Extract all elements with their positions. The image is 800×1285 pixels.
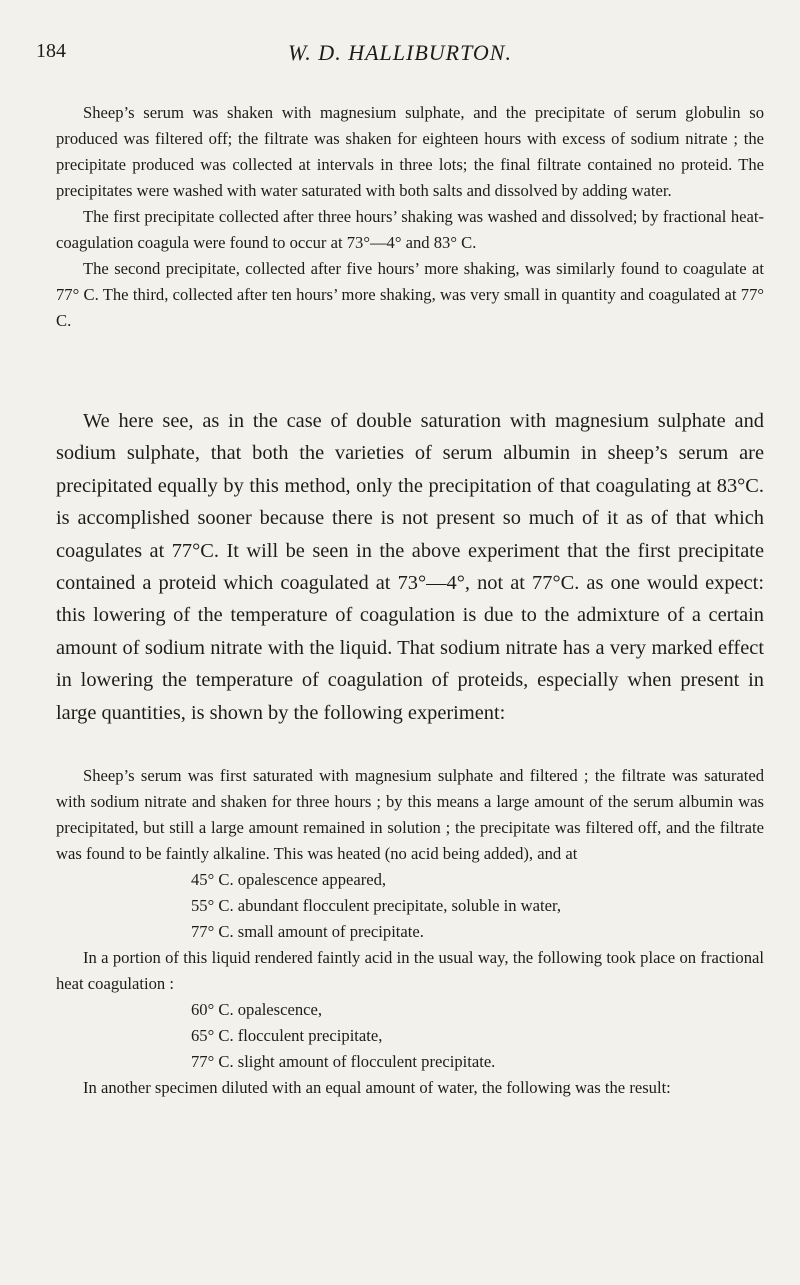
list-item: 77° C. slight amount of flocculent precipitate. bbox=[191, 1052, 496, 1071]
list-item: 77° C. small amount of precipitate. bbox=[191, 922, 424, 941]
page-number: 184 bbox=[36, 40, 66, 62]
list-item: 45° C. opalescence appeared, bbox=[191, 870, 387, 889]
paragraph: The first precipitate collected after three hours’ shaking was washed and dissolved; by fractional heat-coagulation coagula were found to occur at 73°—4° and 83° C. bbox=[56, 207, 764, 252]
temperature-list bbox=[56, 997, 764, 1075]
paragraph: Sheep’s serum was shaken with magnesium sulphate, and the precipitate of serum globulin so produced was filtered off; the filtrate was shaken for eighteen hours with excess of sodium nitrate ; the precipitate produced was collected at intervals in three lots; the final filtrate contained no proteid. The precipitates were washed with water saturated with both salts and dissolved by adding water. bbox=[56, 103, 764, 200]
running-head: W. D. HALLIBURTON. bbox=[288, 40, 512, 65]
paragraph: In another specimen diluted with an equal amount of water, the following was the result: bbox=[83, 1078, 671, 1097]
paragraph: Sheep’s serum was first saturated with magnesium sulphate and filtered ; the filtrate was saturated with sodium nitrate and shaken for three hours ; by this means a large amount of the serum albumin was precipitated, but still a large amount remained in solution ; the precipitate was filtered off, and the filtrate was found to be faintly alkaline. This was heated (no acid being added), and at bbox=[56, 766, 764, 863]
page-header bbox=[36, 40, 764, 70]
temperature-list bbox=[56, 867, 764, 945]
paragraph: The second precipitate, collected after five hours’ more shaking, was similarly found to coagulate at 77° C. The third, collected after ten hours’ more shaking, was very small in quantity and coagulated at 77° C. bbox=[56, 259, 764, 330]
list-item: 65° C. flocculent precipitate, bbox=[191, 1026, 383, 1045]
paragraph: In a portion of this liquid rendered faintly acid in the usual way, the following took place on fractional heat coagulation : bbox=[56, 948, 764, 993]
experiment-description bbox=[56, 100, 764, 334]
paragraph: We here see, as in the case of double saturation with magnesium sulphate and sodium sulphate, that both the varieties of serum albumin in sheep’s serum are precipitated equally by this method, only the precipitation of that coagulating at 83°C. is accomplished sooner because there is not present so much of it as of that which coagulates at 77°C. It will be seen in the above experiment that the first precipitate contained a proteid which coagulated at 73°—4°, not at 77°C. as one would expect: this lowering of the temperature of coagulation is due to the admixture of a certain amount of sodium nitrate with the liquid. That sodium nitrate has a very marked effect in lowering the temperature of coagulation of proteids, especially when present in large quantities, is shown by the following experiment: bbox=[56, 410, 764, 724]
list-item: 55° C. abundant flocculent precipitate, soluble in water, bbox=[191, 896, 561, 915]
second-experiment bbox=[56, 763, 764, 1101]
list-item: 60° C. opalescence, bbox=[191, 1000, 323, 1019]
discussion bbox=[56, 405, 764, 729]
